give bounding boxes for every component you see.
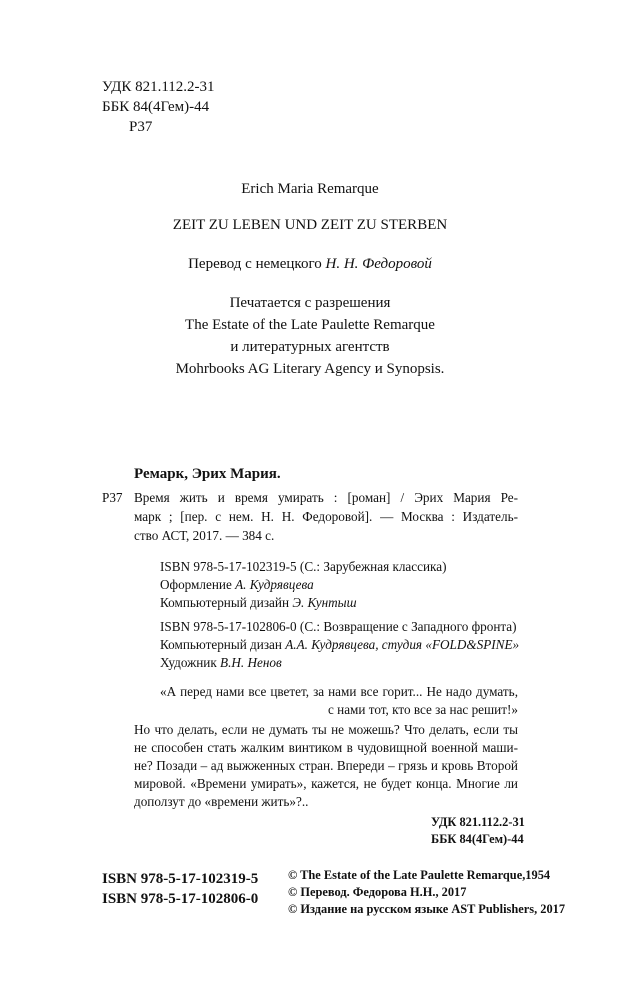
translation-label: Перевод с немецкого <box>188 256 322 272</box>
computer-design-name: Э. Кунтыш <box>292 595 357 610</box>
bbk-code: ББК 84(4Гем)-44 <box>102 99 210 115</box>
computer-design-label: Компьютерный дизан <box>160 637 282 652</box>
original-title: ZEIT ZU LEBEN UND ZEIT ZU STERBEN <box>172 217 448 233</box>
catalog-author-heading: Ремарк, Эрих Мария. <box>134 466 281 482</box>
annotation-text-line: не способен стать жалким винтиком в чудовищной военной маши- <box>134 740 518 755</box>
edition2-computer-design <box>160 636 519 655</box>
catalog-description-line: Время жить и время умирать : [роман] / Эрих Мария Ре- <box>134 490 518 505</box>
catalog-bbk: ББК 84(4Гем)-44 <box>431 832 524 846</box>
copyright-line: © Издание на русском языке AST Publishers, 2017 <box>288 902 566 916</box>
annotation-quote-line: «А перед нами все цветет, за нами все горит... Не надо думать, <box>160 684 518 699</box>
annotation-text-line: не? Позади – ад выжженных стран. Впереди – грязь и кровь Второй <box>134 758 518 773</box>
permission-line: Mohrbooks AG Literary Agency и Synopsis. <box>175 361 445 377</box>
artist-name: В.Н. Ненов <box>220 655 282 670</box>
udk-code: УДК 821.112.2-31 <box>102 79 215 95</box>
annotation-quote-line: с нами тот, кто все за нас решит!» <box>328 702 518 717</box>
isbn-line: ISBN 978-5-17-102319-5 <box>102 871 259 887</box>
original-author: Erich Maria Remarque <box>241 181 379 197</box>
translation-credit <box>0 255 620 274</box>
copyright-line: © The Estate of the Late Paulette Remarque,1954 <box>288 868 551 882</box>
catalog-description-line: ство АСТ, 2017. — 384 с. <box>134 528 275 543</box>
annotation-text-line: мировой. «Времени умирать», кажется, не будет конца. Многие ли <box>134 776 518 791</box>
author-mark: Р37 <box>129 119 153 135</box>
translator-name: Н. Н. Федоровой <box>325 256 432 272</box>
permission-line: и литературных агентств <box>230 339 390 355</box>
catalog-mark: Р37 <box>102 490 123 505</box>
edition1-computer-design <box>160 594 357 613</box>
artist-label: Художник <box>160 655 217 670</box>
edition1-design <box>160 576 314 595</box>
edition1-isbn: ISBN 978-5-17-102319-5 (С.: Зарубежная классика) <box>160 559 447 574</box>
permission-line: Печатается с разрешения <box>229 295 391 311</box>
catalog-udk: УДК 821.112.2-31 <box>431 815 525 829</box>
copyright-line: © Перевод. Федорова Н.Н., 2017 <box>288 885 467 899</box>
computer-design-name: А.А. Кудрявцева, студия «FOLD&SPINE» <box>285 637 520 652</box>
edition2-artist <box>160 654 282 673</box>
design-label: Оформление <box>160 577 232 592</box>
computer-design-label: Компьютерный дизайн <box>160 595 290 610</box>
catalog-description-line: марк ; [пер. с нем. Н. Н. Федоровой]. — Москва : Издатель- <box>134 509 518 524</box>
design-name: А. Кудрявцева <box>235 577 314 592</box>
edition2-isbn: ISBN 978-5-17-102806-0 (С.: Возвращение с Западного фронта) <box>160 619 517 634</box>
annotation-text-line: доползут до «времени жить»?.. <box>134 794 309 809</box>
annotation-text-line: Но что делать, если не думать ты не можешь? Что делать, если ты <box>134 722 518 737</box>
permission-line: The Estate of the Late Paulette Remarque <box>185 317 435 333</box>
isbn-line: ISBN 978-5-17-102806-0 <box>102 891 259 907</box>
